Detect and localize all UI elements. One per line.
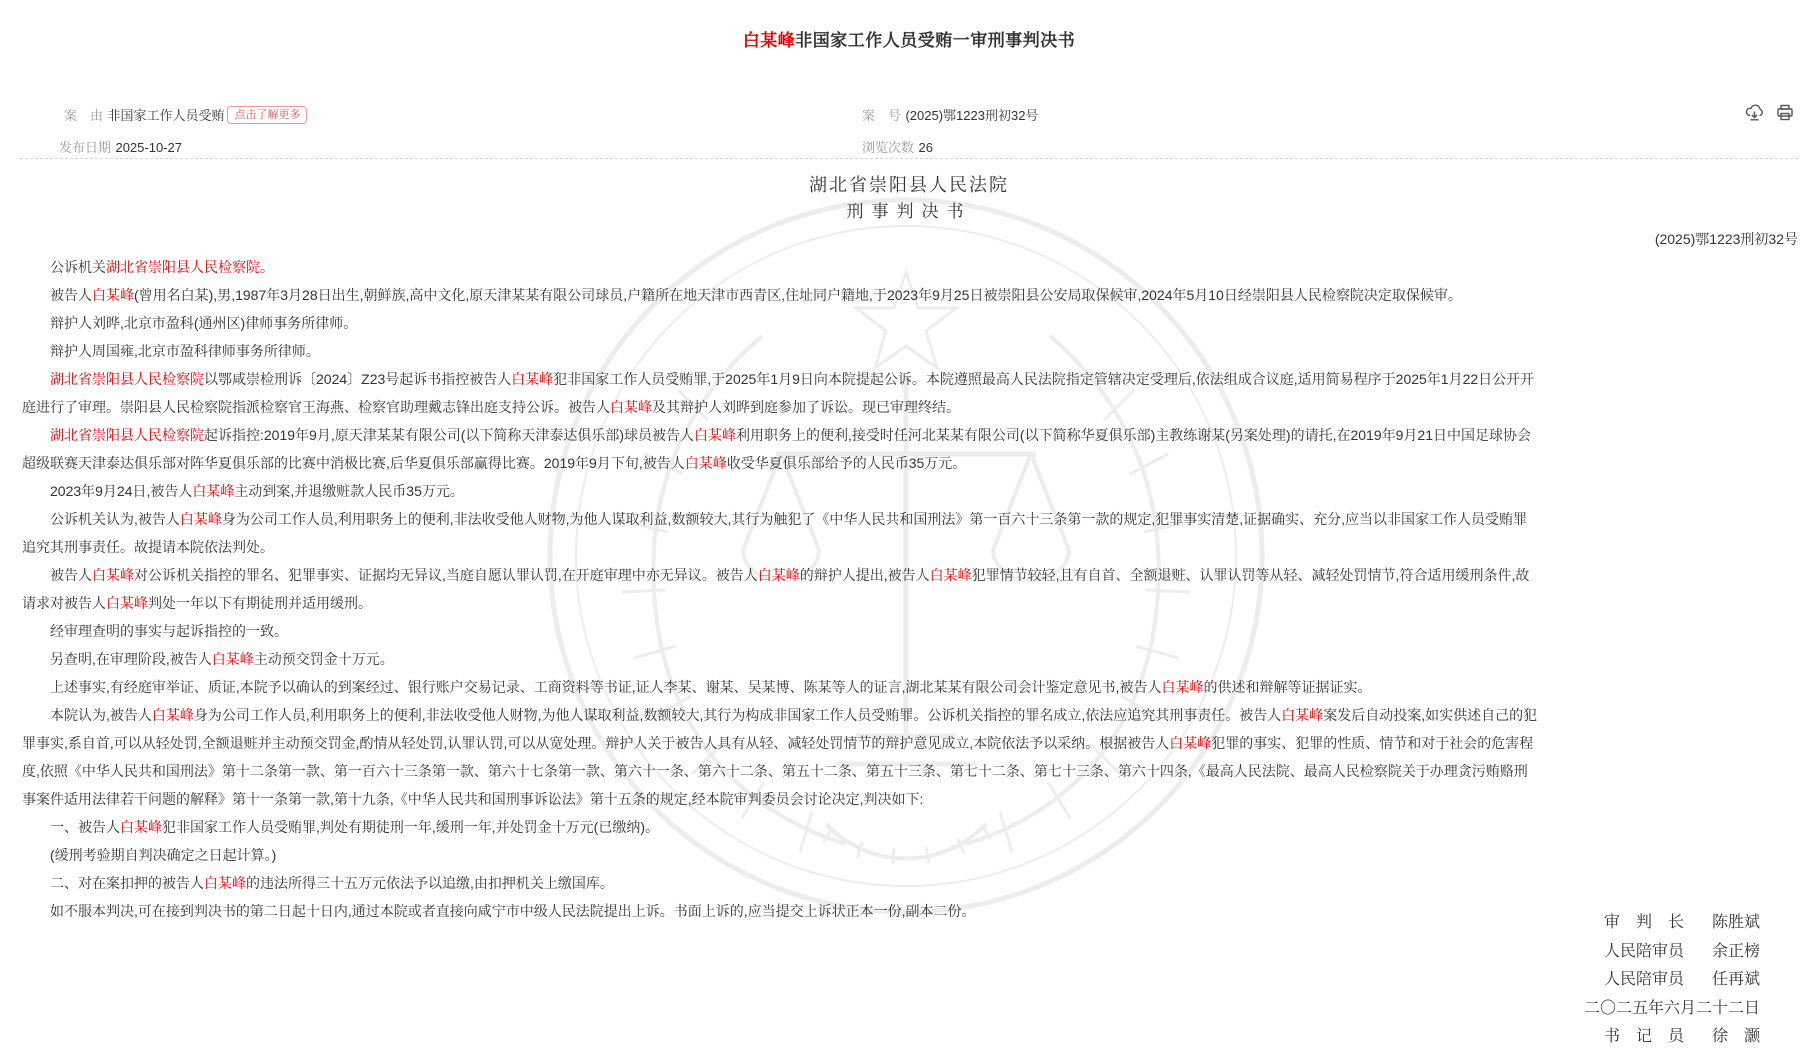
highlighted-name: 白某峰 — [1169, 735, 1212, 751]
highlighted-name: 湖北省崇阳县人民检察院 — [50, 427, 204, 443]
paragraph-text: 辩护人刘晔,北京市盈科(通州区)律师事务所律师。 — [50, 315, 358, 331]
judgment-paragraph — [22, 365, 1540, 421]
paragraph-text: 二、对在案扣押的被告人 — [50, 875, 204, 891]
paragraph-text: 收受华夏俱乐部给予的人民币35万元。 — [726, 455, 967, 471]
paragraph-text: (曾用名白某),男,1987年3月28日出生,朝鲜族,高中文化,原天津某某有限公司球员,户籍所在地天津市西青区,住址同户籍地,于2023年9月25日被崇阳县公安局取保候审,2024年5月10日经崇阳县人民检察院决定取保候审。 — [134, 287, 1462, 303]
paragraph-text: 一、被告人 — [50, 819, 120, 835]
page-title — [0, 26, 1818, 51]
view-count-value: 26 — [918, 140, 933, 155]
paragraph-text: 犯非国家工作人员受贿罪,于2025年1月9日向本院提起公诉。本院遵照最高人民法院指定管辖决定受理后,依法组成合议庭,适用简易程序于2025年1月22日公开开庭进行了审理。崇阳县人民检察院指派检察官王海燕、检察官助理戴志锋出庭支持公诉。被告人 — [22, 371, 1535, 415]
paragraph-text: 主动到案,并退缴赃款人民币35万元。 — [234, 483, 464, 499]
signature-row — [1584, 938, 1760, 967]
highlighted-name: 白某峰 — [151, 707, 194, 723]
judgment-paragraph — [22, 561, 1540, 617]
signature-role: 人民陪审员 — [1603, 942, 1684, 960]
paragraph-text: 辩护人周国雍,北京市盈科律师事务所律师。 — [50, 343, 320, 359]
highlighted-name: 白某峰 — [929, 567, 972, 583]
case-number-value: (2025)鄂1223刑初32号 — [905, 108, 1039, 123]
court-name: 湖北省崇阳县人民法院 — [809, 175, 1009, 195]
judgment-paragraph — [22, 813, 1540, 841]
document-type-title: 刑事判决书 — [846, 202, 972, 221]
signature-role: 书 记 员 — [1603, 1028, 1684, 1045]
learn-more-button[interactable]: 点击了解更多 — [227, 106, 307, 124]
document-toolbar — [1737, 104, 1794, 126]
judgment-paragraph — [22, 421, 1540, 477]
page-title-defendant-name: 白某峰 — [742, 31, 796, 50]
paragraph-text: 经审理查明的事实与起诉指控的一致。 — [50, 623, 288, 639]
view-count-row — [862, 137, 933, 157]
signature-block — [1584, 909, 1760, 1052]
paragraph-text: 及其辩护人刘晔到庭参加了诉讼。现已审理终结。 — [652, 399, 960, 415]
paragraph-text: 2023年9月24日,被告人 — [50, 483, 193, 499]
judgment-paragraph — [22, 617, 1540, 645]
paragraph-text: 本院认为,被告人 — [50, 707, 152, 723]
judgment-paragraph — [22, 337, 1540, 365]
highlighted-name: 白某峰 — [120, 819, 162, 835]
judgment-body — [22, 253, 1540, 925]
printer-icon[interactable] — [1776, 104, 1794, 121]
judgment-date: 二〇二五年六月二十二日 — [1583, 999, 1760, 1017]
paragraph-text: (缓刑考验期自判决确定之日起计算。) — [50, 847, 277, 863]
highlighted-name: 湖北省崇阳县人民检察院。 — [106, 259, 274, 275]
publish-date-value: 2025-10-27 — [115, 140, 182, 155]
highlighted-name: 白某峰 — [192, 483, 235, 499]
judgment-paragraph — [22, 897, 1540, 925]
paragraph-text: 的供述和辩解等证据证实。 — [1203, 679, 1372, 695]
paragraph-text: 犯非国家工作人员受贿罪,判处有期徒刑一年,缓刑一年,并处罚金十万元(已缴纳)。 — [162, 819, 659, 835]
paragraph-text: 案发后自动投案,如实供述自己的犯罪事实,系自首,可以从轻处罚,全额退赃并主动预交罚金,酌情从轻处罚,认罪认罚,可以从宽处理。辩护人关于被告人具有从轻、减轻处罚情节的辩护意见成立,本院依法予以采纳。根据被告人 — [22, 707, 1538, 751]
judgment-paragraph — [22, 281, 1540, 309]
judgment-paragraph — [22, 869, 1540, 897]
highlighted-name: 白某峰 — [106, 595, 148, 611]
highlighted-name: 白某峰 — [1281, 707, 1324, 723]
case-cause-label: 案 由 — [64, 108, 104, 123]
publish-date-label: 发布日期 — [59, 140, 112, 155]
publish-date-row — [59, 137, 182, 157]
paragraph-text: 起诉指控:2019年9月,原天津某某有限公司(以下简称天津泰达俱乐部)球员被告人 — [204, 427, 695, 443]
page-title-rest: 非国家工作人员受贿一审刑事判决书 — [795, 31, 1076, 50]
judgment-paragraph — [22, 309, 1540, 337]
paragraph-text: 身为公司工作人员,利用职务上的便利,非法收受他人财物,为他人谋取利益,数额较大,其行为构成非国家工作人员受贿罪。公诉机关指控的罪名成立,依法应追究其刑事责任。被告人 — [193, 707, 1282, 723]
paragraph-text: 的违法所得三十五万元依法予以追缴,由扣押机关上缴国库。 — [246, 875, 614, 891]
case-number-row — [862, 105, 1038, 125]
paragraph-text: 犯罪的事实、犯罪的性质、情节和对于社会的危害程度,依照《中华人民共和国刑法》第十二条第一款、第一百六十三条第一款、第六十七条第一款、第六十一条、第六十二条、第五十二条、第五十三条、第七十二条、第七十三条、第六十四条,《最高人民法院、最高人民检察院关于办理贪污贿赂刑事案件适用法律若干问题的解释》第十一条第一款,第十九条,《中华人民共和国刑事诉讼法》第十五条的规定,经本院审判委员会讨论决定,判决如下: — [22, 735, 1534, 807]
case-number-label: 案 号 — [862, 108, 902, 123]
highlighted-name: 白某峰 — [694, 427, 737, 443]
paragraph-text: 判处一年以下有期徒刑并适用缓刑。 — [148, 595, 372, 611]
highlighted-name: 白某峰 — [610, 399, 652, 415]
paragraph-text: 被告人 — [50, 567, 92, 583]
signature-row — [1584, 1023, 1760, 1052]
highlighted-name: 白某峰 — [179, 511, 222, 527]
paragraph-text: 如不服本判决,可在接到判决书的第二日起十日内,通过本院或者直接向咸宁市中级人民法院提出上诉。书面上诉的,应当提交上诉状正本一份,副本二份。 — [50, 903, 976, 919]
document-header — [20, 172, 1798, 252]
paragraph-text: 上述事实,有经庭审举证、质证,本院予以确认的到案经过、银行账户交易记录、工商资料等书证,证人李某、谢某、吴某博、陈某等人的证言,湖北某某有限公司会计鉴定意见书,被告人 — [50, 679, 1162, 695]
judgment-paragraph — [22, 477, 1540, 505]
highlighted-name: 白某峰 — [757, 567, 800, 583]
highlighted-name: 白某峰 — [92, 287, 134, 303]
judgment-paragraph — [22, 673, 1540, 701]
case-cause-row — [64, 105, 307, 125]
judgment-paragraph — [22, 645, 1540, 673]
paragraph-text: 对公诉机关指控的罪名、犯罪事实、证据均无异议,当庭自愿认罪认罚,在开庭审理中亦无异议。被告人 — [134, 567, 758, 583]
clerk-name: 徐 灏 — [1711, 1028, 1760, 1045]
judgment-paragraph — [22, 841, 1540, 869]
header-divider — [20, 158, 1798, 159]
case-cause-value: 非国家工作人员受贿 — [107, 108, 225, 123]
paragraph-text: 以鄂咸崇检刑诉〔2024〕Z23号起诉书指控被告人 — [204, 371, 512, 387]
paragraph-text: 公诉机关认为,被告人 — [50, 511, 180, 527]
highlighted-name: 白某峰 — [1161, 679, 1204, 695]
judge-name: 任再斌 — [1711, 971, 1760, 988]
paragraph-text: 身为公司工作人员,利用职务上的便利,非法收受他人财物,为他人谋取利益,数额较大,其行为触犯了《中华人民共和国刑法》第一百六十三条第一款的规定,犯罪事实清楚,证据确实、充分,应当以非国家工作人员受贿罪追究其刑事责任。故提请本院依法判处。 — [22, 511, 1528, 555]
highlighted-name: 白某峰 — [211, 651, 254, 667]
download-icon[interactable] — [1745, 104, 1764, 121]
judge-name: 余正榜 — [1711, 942, 1760, 960]
highlighted-name: 白某峰 — [92, 567, 134, 583]
judge-name: 陈胜斌 — [1711, 914, 1760, 931]
signature-role: 人民陪审员 — [1603, 971, 1684, 988]
paragraph-text: 另查明,在审理阶段,被告人 — [50, 651, 212, 667]
paragraph-text: 犯罪情节较轻,且有自首、全额退赃、认罪认罚等从轻、减轻处罚情节,符合适用缓刑条件,故请求对被告人 — [22, 567, 1530, 611]
paragraph-text: 主动预交罚金十万元。 — [253, 651, 394, 667]
judgment-paragraph — [22, 701, 1540, 813]
paragraph-text: 利用职务上的便利,接受时任河北某某有限公司(以下简称华夏俱乐部)主教练谢某(另案处理)的请托,在2019年9月21日中国足球协会超级联赛天津泰达俱乐部对阵华夏俱乐部的比赛中消极比赛,后华夏俱乐部赢得比赛。2019年9月下旬,被告人 — [22, 427, 1531, 471]
highlighted-name: 白某峰 — [684, 455, 727, 471]
signature-row — [1584, 966, 1760, 995]
signature-role: 审 判 长 — [1603, 914, 1684, 931]
judgment-paragraph — [22, 253, 1540, 281]
highlighted-name: 白某峰 — [204, 875, 246, 891]
judgment-paragraph — [22, 505, 1540, 561]
view-count-label: 浏览次数 — [862, 140, 915, 155]
document-case-number: (2025)鄂1223刑初32号 — [1654, 231, 1798, 247]
highlighted-name: 湖北省崇阳县人民检察院 — [50, 371, 204, 387]
paragraph-text: 的辩护人提出,被告人 — [799, 567, 930, 583]
paragraph-text: 被告人 — [50, 287, 92, 303]
paragraph-text: 公诉机关 — [50, 259, 106, 275]
signature-row — [1584, 909, 1760, 938]
highlighted-name: 白某峰 — [511, 371, 554, 387]
